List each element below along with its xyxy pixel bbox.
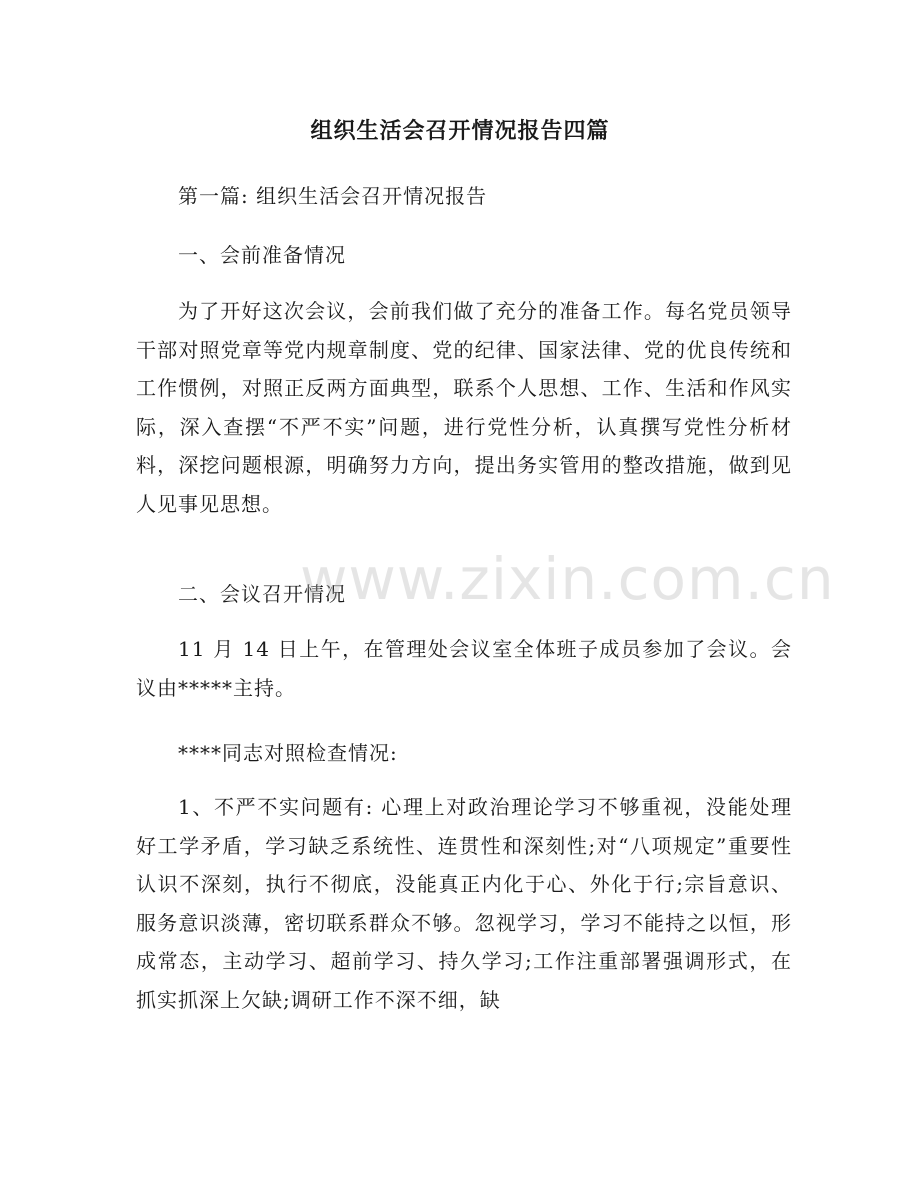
subheading-review: ****同志对照检查情况: xyxy=(178,741,398,765)
paragraph-issues: 1、不严不实问题有: 心理上对政治理论学习不够重视，没能处理好工学矛盾，学习缺乏系统性、连贯性和深刻性;对“八项规定”重要性认识不深刻，执行不彻底，没能真正内化于心、外化于行;宗旨意识、服务意识淡薄，密切联系群众不够。忽视学习，学习不能持之以恒，形成常态，主动学习、超前学习、持久学习;工作注重部署强调形式，在抓实抓深上欠缺;调研工作不深不细，缺 xyxy=(136,795,792,1012)
watermark: www.zixin.com.cn xyxy=(300,545,835,613)
paragraph-preparation: 为了开好这次会议，会前我们做了充分的准备工作。每名党员领导干部对照党章等党内规章制度、党的纪律、国家法律、党的优良传统和工作惯例，对照正反两方面典型，联系个人思想、工作、生活和作风实际，深入查摆“不严不实”问题，进行党性分析，认真撰写党性分析材料，深挖问题根源，明确努力方向，提出务实管用的整改措施，做到见人见事见思想。 xyxy=(136,299,792,516)
heading-preparation: 一、会前准备情况 xyxy=(178,243,346,267)
paragraph-meeting: 11 月 14 日上午，在管理处会议室全体班子成员参加了会议。会议由*****主持。 xyxy=(136,637,792,700)
document-title: 组织生活会召开情况报告四篇 xyxy=(310,119,610,144)
heading-meeting: 二、会议召开情况 xyxy=(178,582,346,606)
section-title: 第一篇: 组织生活会召开情况报告 xyxy=(178,184,488,208)
